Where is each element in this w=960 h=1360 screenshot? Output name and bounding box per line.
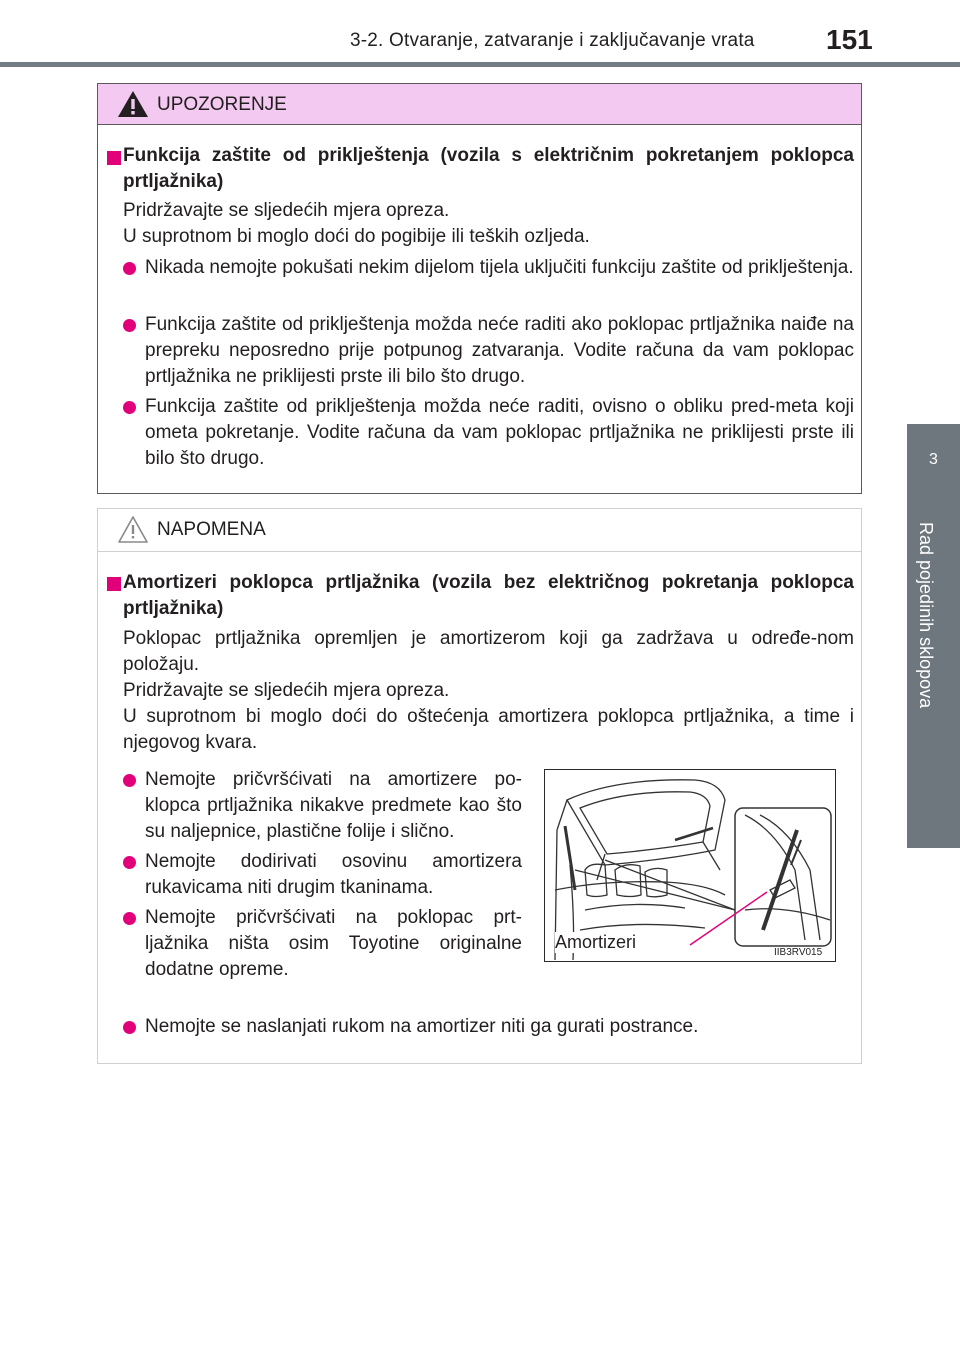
notice-intro-1: Poklopac prtljažnika opremljen je amortizerom koji ga zadržava u određe-nom položaju. — [123, 628, 854, 675]
warning-box — [97, 83, 862, 494]
notice-bullet-2: Nemojte dodirivati osovinu amortizera rukavicama niti drugim tkaninama. — [145, 851, 522, 898]
bullet-dot — [123, 262, 136, 275]
warning-box-header — [98, 84, 861, 125]
warning-heading: Funkcija zaštite od priklještenja (vozila s električnim pokretanjem poklopca prtljažnika) — [123, 145, 854, 192]
bullet-dot — [123, 774, 136, 787]
bullet-dot — [123, 1021, 136, 1034]
figure-code: IIB3RV015 — [774, 947, 823, 958]
warning-intro-2: U suprotnom bi moglo doći do pogibije ili teških ozljeda. — [123, 226, 590, 247]
page-number: 151 — [826, 24, 873, 55]
heading-bullet-square — [107, 577, 121, 591]
warning-label: UPOZORENJE — [157, 94, 287, 115]
header-rule — [0, 62, 960, 67]
notice-intro-2: Pridržavajte se sljedećih mjera opreza. — [123, 680, 450, 701]
bullet-dot — [123, 912, 136, 925]
warning-intro-1: Pridržavajte se sljedećih mjera opreza. — [123, 200, 450, 221]
notice-heading: Amortizeri poklopca prtljažnika (vozila bez električnog pokretanja poklopca prtljažnika) — [123, 572, 854, 619]
notice-label: NAPOMENA — [157, 519, 266, 540]
section-title: 3-2. Otvaranje, zatvaranje i zaključavanje vrata — [350, 30, 755, 51]
heading-bullet-square — [107, 151, 121, 165]
chapter-title: Rad pojedinih sklopova — [916, 522, 936, 709]
notice-intro-3: U suprotnom bi moglo doći do oštećenja amortizera poklopca prtljažnika, a time i njegovog kvara. — [123, 706, 854, 753]
notice-bullet-1: Nemojte pričvršćivati na amortizere po-klopca prtljažnika nikakve predmete kao što su naljepnice, plastične folije i slično. — [145, 769, 522, 842]
bullet-dot — [123, 401, 136, 414]
trunk-damper-illustration — [544, 769, 836, 962]
warning-bullet-3: Funkcija zaštite od priklještenja možda neće raditi, ovisno o obliku pred-meta koji ometa pokretanje. Vodite računa da vam poklopac prtljažnika ne priklijesti prste ili bilo što drugo. — [145, 396, 854, 469]
notice-bullet-3: Nemojte pričvršćivati na poklopac prt-ljažnika ništa osim Toyotine originalne dodatne opreme. — [145, 907, 522, 980]
chapter-title-tab — [907, 508, 960, 848]
bullet-dot — [123, 319, 136, 332]
bullet-dot — [123, 856, 136, 869]
warning-triangle-icon — [116, 89, 150, 119]
warning-bullet-2: Funkcija zaštite od priklještenja možda neće raditi ako poklopac prtljažnika naiđe na prepreku neposredno prije potpunog zatvaranja. Vodite računa da vam poklopac prtljažnika ne priklijesti prste ili bilo što drugo. — [145, 314, 854, 387]
warning-bullet-1: Nikada nemojte pokušati nekim dijelom tijela uključiti funkciju zaštite od priklještenja. — [145, 257, 854, 278]
notice-box-header — [98, 509, 861, 552]
figure-label: Amortizeri — [555, 932, 637, 952]
chapter-number-tab: 3 — [907, 424, 960, 508]
notice-triangle-icon — [116, 514, 150, 544]
notice-bullet-4: Nemojte se naslanjati rukom na amortizer niti ga gurati postrance. — [145, 1016, 699, 1037]
